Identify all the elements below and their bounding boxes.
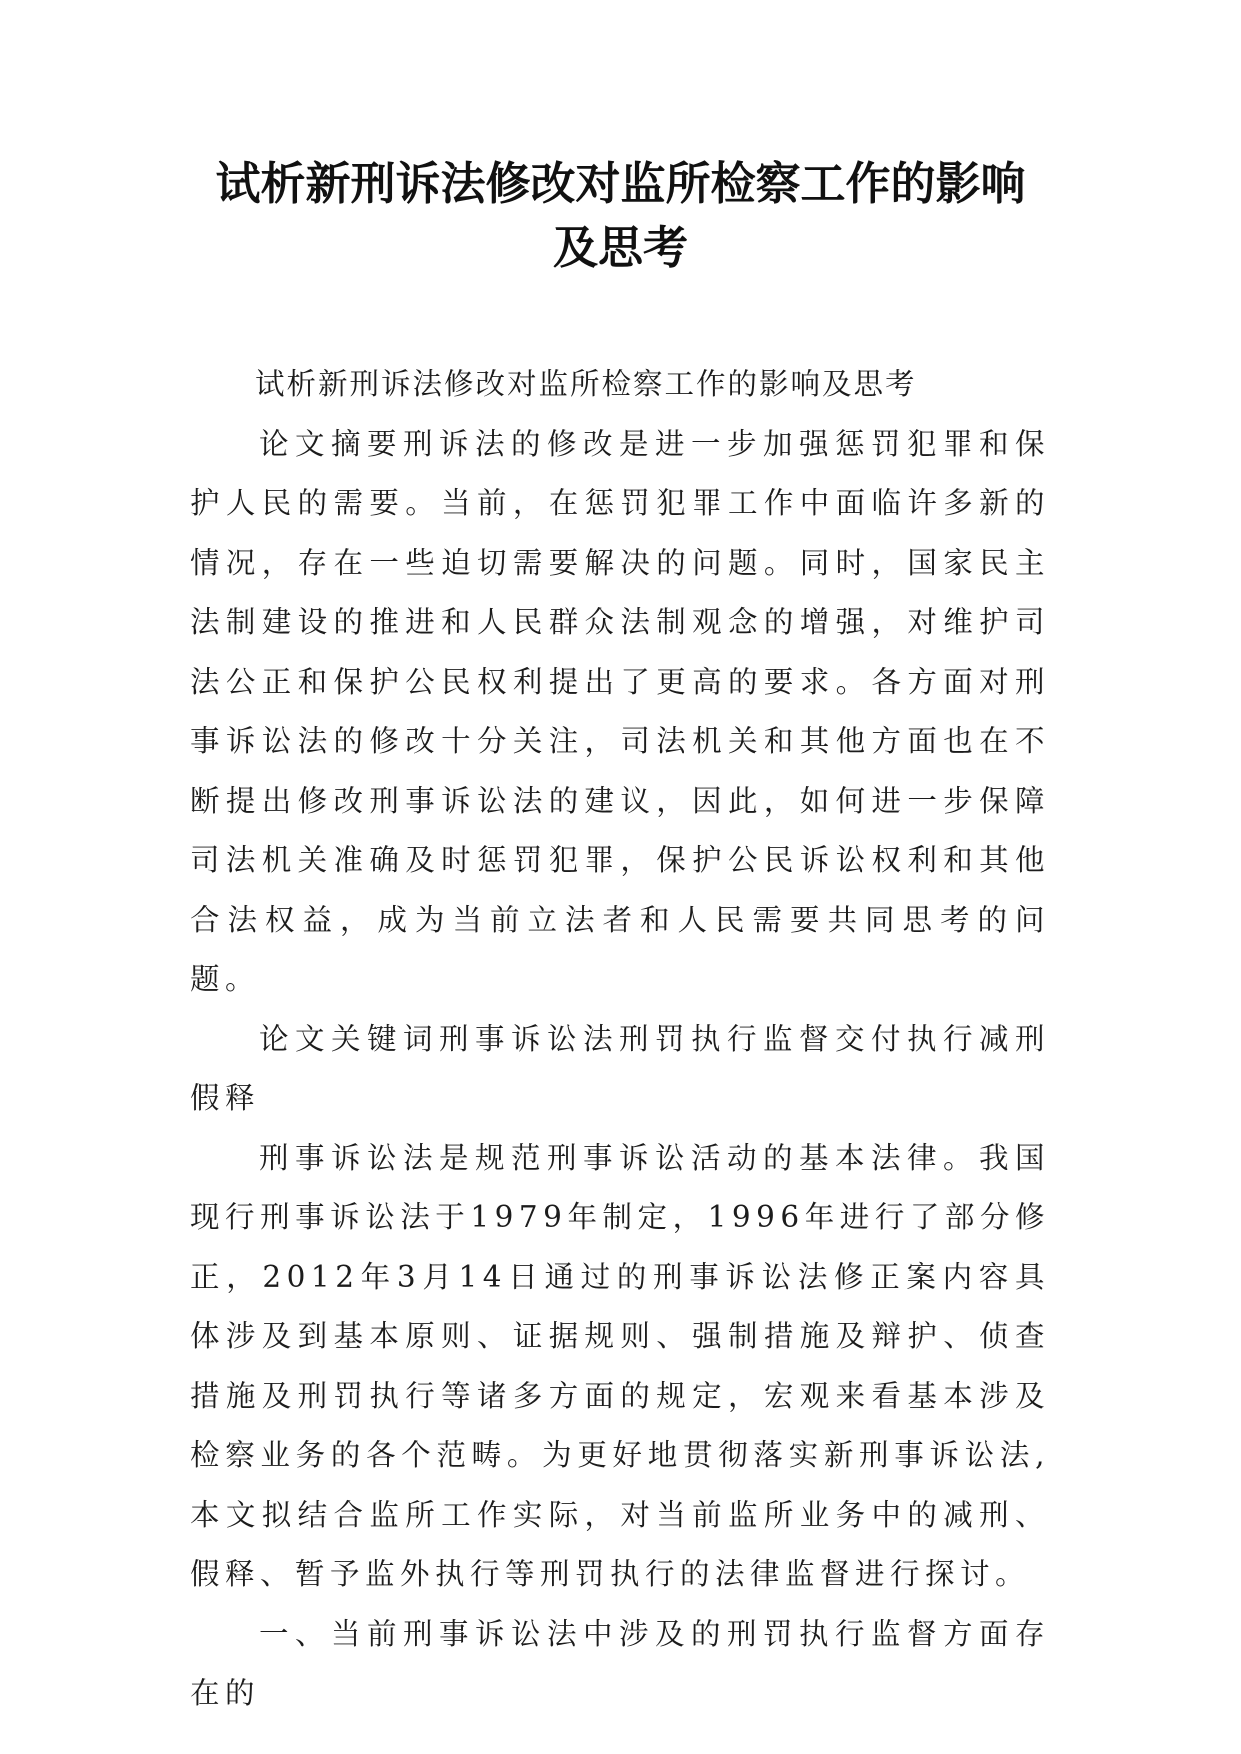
document-body: [190, 355, 1050, 1724]
document-title-line-1: 试析新刑诉法修改对监所检察工作的影响: [215, 157, 1026, 210]
document-title-line-2: 及思考: [552, 221, 688, 274]
paper-subtitle-paragraph: 试析新刑诉法修改对监所检察工作的影响及思考: [255, 367, 917, 401]
abstract-paragraph: 论文摘要刑诉法的修改是进一步加强惩罚犯罪和保护人民的需要。当前，在惩罚犯罪工作中面临许多新的情况，存在一些迫切需要解决的问题。同时，国家民主法制建设的推进和人民群众法制观念的增强，对维护司法公正和保护公民权利提出了更高的要求。各方面对刑事诉讼法的修改十分关注，司法机关和其他方面也在不断提出修改刑事诉讼法的建议，因此，如何进一步保障司法机关准确及时惩罚犯罪，保护公民诉讼权利和其他合法权益，成为当前立法者和人民需要共同思考的问题。: [190, 426, 1050, 996]
introduction-paragraph: 刑事诉讼法是规范刑事诉讼活动的基本法律。我国现行刑事诉讼法于1979年制定，1996年进行了部分修正，2012年3月14日通过的刑事诉讼法修正案内容具体涉及到基本原则、证据规则、强制措施及辩护、侦查措施及刑罚执行等诸多方面的规定，宏观来看基本涉及检察业务的各个范畴。为更好地贯彻落实新刑事诉讼法,本文拟结合监所工作实际，对当前监所业务中的减刑、假释、暂予监外执行等刑罚执行的法律监督进行探讨。: [190, 1140, 1050, 1591]
section-heading-paragraph: 一、当前刑事诉讼法中涉及的刑罚执行监督方面存在的: [190, 1616, 1050, 1710]
keywords-paragraph: 论文关键词刑事诉讼法刑罚执行监督交付执行减刑假释: [190, 1021, 1050, 1115]
